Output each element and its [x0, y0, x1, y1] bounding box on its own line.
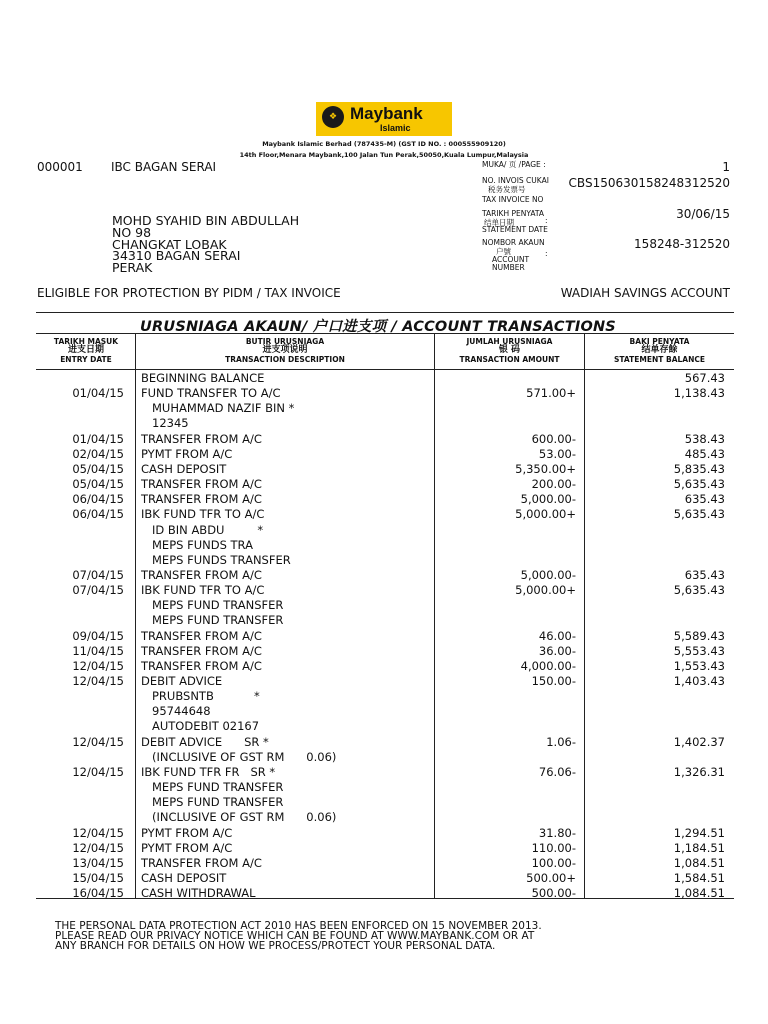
statement-balance: 538.43: [684, 431, 725, 446]
table-row: [0, 795, 768, 810]
statement-balance: 5,635.43: [673, 477, 725, 492]
transaction-description: MEPS FUND TRANSFER: [152, 795, 284, 810]
statement-balance: 635.43: [684, 492, 725, 507]
transaction-description: IBK FUND TFR FR SR *: [141, 764, 276, 779]
page-label: MUKA/ 页 /PAGE :: [482, 160, 546, 169]
account-label-en: ACCOUNT: [492, 255, 530, 264]
transaction-amount: 53.00-: [538, 446, 576, 461]
header-balance: BAKI PENYATA 结单存餘 STATEMENT BALANCE: [614, 337, 705, 364]
transaction-description: 12345: [152, 416, 189, 431]
transaction-amount: 500.00+: [526, 870, 576, 885]
transaction-amount: 100.00-: [531, 855, 576, 870]
statement-balance: 1,294.51: [673, 825, 725, 840]
transaction-description: TRANSFER FROM A/C: [141, 855, 262, 870]
table-row: [0, 568, 768, 583]
statement-balance: 485.43: [684, 446, 725, 461]
entry-date: 12/04/15: [72, 825, 124, 840]
pidm-notice: ELIGIBLE FOR PROTECTION BY PIDM / TAX INVOICE: [37, 286, 341, 300]
table-row: [0, 704, 768, 719]
transaction-amount: 46.00-: [538, 628, 576, 643]
transaction-amount: 500.00-: [531, 886, 576, 901]
statement-date-label: TARIKH PENYATA: [482, 209, 545, 218]
transaction-description: PYMT FROM A/C: [141, 446, 233, 461]
transaction-description: DEBIT ADVICE SR *: [141, 734, 269, 749]
transaction-description: CASH DEPOSIT: [141, 870, 227, 885]
transaction-description: (INCLUSIVE OF GST RM 0.06): [152, 810, 337, 825]
branch-code: 000001: [37, 160, 83, 174]
transaction-description: PYMT FROM A/C: [141, 840, 233, 855]
statement-balance: 635.43: [684, 567, 725, 582]
transaction-description: DEBIT ADVICE: [141, 674, 223, 688]
logo-text: Maybank: [350, 104, 423, 123]
statement-balance: 5,835.43: [673, 461, 725, 476]
privacy-line-2: PLEASE READ OUR PRIVACY NOTICE WHICH CAN BE FOUND AT WWW.MAYBANK.COM OR AT: [55, 930, 535, 942]
invoice-label: NO. INVOIS CUKAI: [482, 176, 549, 185]
table-row: [0, 492, 768, 507]
table-row: [0, 416, 768, 431]
table-row: [0, 538, 768, 553]
table-row: [0, 371, 768, 386]
entry-date: 01/04/15: [72, 431, 124, 446]
entry-date: 07/04/15: [72, 583, 124, 598]
entry-date: 11/04/15: [72, 643, 124, 658]
statement-date-value: 30/06/15: [676, 207, 730, 221]
transaction-description: TRANSFER FROM A/C: [141, 643, 262, 658]
statement-balance: 5,589.43: [673, 628, 725, 643]
transaction-description: CASH DEPOSIT: [141, 461, 227, 476]
branch-name: IBC BAGAN SERAI: [111, 160, 217, 174]
transaction-description: TRANSFER FROM A/C: [141, 658, 262, 673]
customer-address-4: PERAK: [112, 260, 153, 275]
company-address: 14th Floor,Menara Maybank,100 Jalan Tun Perak,50050,Kuala Lumpur,Malaysia: [239, 151, 529, 159]
customer-name: MOHD SYAHID BIN ABDULLAH: [112, 213, 300, 228]
transaction-amount: 5,350.00+: [515, 461, 576, 476]
maybank-logo: [316, 102, 452, 136]
logo-subtext: Islamic: [380, 123, 411, 133]
table-row: [0, 401, 768, 416]
statement-balance: 1,084.51: [673, 886, 725, 901]
transaction-description: IBK FUND TFR TO A/C: [141, 583, 265, 598]
transaction-amount: 600.00-: [531, 431, 576, 446]
entry-date: 12/04/15: [72, 658, 124, 673]
entry-date: 12/04/15: [72, 764, 124, 779]
table-row: [0, 432, 768, 447]
transaction-amount: 110.00-: [531, 840, 576, 855]
transaction-description: MEPS FUNDS TRANSFER: [152, 552, 291, 567]
date-colon: :: [545, 216, 548, 225]
transaction-description: TRANSFER FROM A/C: [141, 567, 262, 582]
table-row: [0, 765, 768, 780]
transaction-description: TRANSFER FROM A/C: [141, 628, 262, 643]
statement-balance: 5,635.43: [673, 583, 725, 598]
statement-balance: 1,184.51: [673, 840, 725, 855]
table-row: [0, 719, 768, 734]
transaction-description: BEGINNING BALANCE: [141, 371, 265, 385]
transaction-amount: 5,000.00+: [515, 583, 576, 598]
statement-balance: 5,553.43: [673, 643, 725, 658]
transaction-description: FUND TRANSFER TO A/C: [141, 386, 281, 401]
table-top-rule: [36, 312, 734, 313]
account-colon: :: [545, 249, 548, 258]
table-row: [0, 583, 768, 598]
account-type: WADIAH SAVINGS ACCOUNT: [560, 286, 730, 300]
transaction-amount: 150.00-: [531, 674, 576, 688]
transaction-description: CASH WITHDRAWAL: [141, 886, 256, 901]
table-row: [0, 674, 768, 689]
transaction-description: 95744648: [152, 704, 211, 719]
transaction-amount: 36.00-: [538, 643, 576, 658]
statement-balance: 1,403.43: [673, 674, 725, 688]
statement-balance: 1,138.43: [673, 386, 725, 401]
transaction-description: MEPS FUND TRANSFER: [152, 613, 284, 628]
entry-date: 13/04/15: [72, 855, 124, 870]
header-entry-date: TARIKH MASUK 进支日期 ENTRY DATE: [53, 337, 119, 364]
table-title-rule: [36, 333, 734, 334]
entry-date: 12/04/15: [72, 734, 124, 749]
table-row: [0, 613, 768, 628]
entry-date: 06/04/15: [72, 492, 124, 507]
table-row: [0, 810, 768, 825]
transaction-description: TRANSFER FROM A/C: [141, 492, 262, 507]
transaction-description: (INCLUSIVE OF GST RM 0.06): [152, 749, 337, 764]
entry-date: 01/04/15: [72, 386, 124, 401]
table-row: [0, 447, 768, 462]
transaction-description: TRANSFER FROM A/C: [141, 477, 262, 492]
transaction-amount: 5,000.00+: [515, 507, 576, 522]
transaction-amount: 76.06-: [538, 764, 576, 779]
account-label-cn: 户號: [496, 247, 511, 256]
page-value: 1: [722, 160, 730, 174]
invoice-value: CBS150630158248312520: [568, 176, 730, 190]
entry-date: 07/04/15: [72, 567, 124, 582]
transaction-description: TRANSFER FROM A/C: [141, 431, 262, 446]
invoice-label-en: TAX INVOICE NO: [482, 195, 544, 204]
statement-balance: 1,084.51: [673, 855, 725, 870]
entry-date: 09/04/15: [72, 628, 124, 643]
entry-date: 05/04/15: [72, 461, 124, 476]
account-number-value: 158248-312520: [634, 237, 730, 251]
transaction-description: MUHAMMAD NAZIF BIN *: [152, 401, 295, 416]
header-description: BUTIR URUSNIAGA 进支项说明 TRANSACTION DESCRIPTION: [225, 337, 345, 364]
table-row: [0, 689, 768, 704]
statement-date-label-cn: 结单日期: [484, 218, 514, 227]
table-row: [0, 871, 768, 886]
table-row: [0, 841, 768, 856]
statement-date-label-en: STATEMENT DATE: [482, 225, 548, 234]
transaction-description: MEPS FUNDS TRA: [152, 537, 253, 552]
statement-balance: 1,326.31: [673, 764, 725, 779]
tiger-emblem-icon: ❖: [322, 106, 344, 128]
transaction-description: MEPS FUND TRANSFER: [152, 598, 284, 613]
transaction-amount: 5,000.00-: [520, 492, 576, 507]
table-row: [0, 523, 768, 538]
statement-balance: 1,553.43: [673, 658, 725, 673]
transaction-amount: 1.06-: [546, 734, 576, 749]
header-amount: JUMLAH URUSNIAGA 银 码 TRANSACTION AMOUNT: [459, 337, 560, 364]
entry-date: 06/04/15: [72, 507, 124, 522]
table-row: [0, 735, 768, 750]
entry-date: 02/04/15: [72, 446, 124, 461]
table-row: [0, 659, 768, 674]
statement-balance: 567.43: [684, 371, 725, 385]
transaction-amount: 31.80-: [538, 825, 576, 840]
transaction-amount: 5,000.00-: [520, 567, 576, 582]
transaction-description: MEPS FUND TRANSFER: [152, 780, 284, 795]
table-row: [0, 780, 768, 795]
transaction-description: ID BIN ABDU *: [152, 522, 264, 537]
customer-address-3: 34310 BAGAN SERAI: [112, 248, 241, 263]
table-row: [0, 462, 768, 477]
account-label-en2: NUMBER: [492, 263, 525, 272]
table-row: [0, 750, 768, 765]
transaction-description: PRUBSNTB *: [152, 689, 260, 704]
table-row: [0, 553, 768, 568]
table-row: [0, 886, 768, 901]
statement-balance: 1,584.51: [673, 870, 725, 885]
entry-date: 05/04/15: [72, 477, 124, 492]
entry-date: 12/04/15: [72, 840, 124, 855]
table-title: URUSNIAGA AKAUN/ 户口进支项 / ACCOUNT TRANSACTIONS: [140, 319, 616, 335]
statement-balance: 5,635.43: [673, 507, 725, 522]
privacy-line-1: THE PERSONAL DATA PROTECTION ACT 2010 HAS BEEN ENFORCED ON 15 NOVEMBER 2013.: [55, 920, 542, 932]
transaction-description: AUTODEBIT 02167: [152, 719, 260, 734]
transaction-amount: 571.00+: [526, 386, 576, 401]
table-row: [0, 507, 768, 522]
entry-date: 16/04/15: [72, 886, 124, 901]
invoice-label-cn: 税务发票号: [488, 185, 526, 194]
table-row: [0, 644, 768, 659]
table-row: [0, 386, 768, 401]
transaction-amount: 200.00-: [531, 477, 576, 492]
entry-date: 15/04/15: [72, 870, 124, 885]
table-row: [0, 598, 768, 613]
transaction-description: PYMT FROM A/C: [141, 825, 233, 840]
table-header-rule: [36, 369, 734, 370]
transaction-description: IBK FUND TFR TO A/C: [141, 507, 265, 522]
entry-date: 12/04/15: [72, 674, 124, 688]
customer-address-1: NO 98: [112, 225, 152, 240]
account-label: NOMBOR AKAUN: [482, 238, 545, 247]
privacy-line-3: ANY BRANCH FOR DETAILS ON HOW WE PROCESS/PROTECT YOUR PERSONAL DATA.: [55, 940, 496, 952]
transaction-amount: 4,000.00-: [520, 658, 576, 673]
customer-address-2: CHANGKAT LOBAK: [112, 237, 227, 252]
company-line: Maybank Islamic Berhad (787435-M) (GST ID NO. : 000555909120): [262, 140, 506, 148]
table-row: [0, 826, 768, 841]
privacy-notice: [55, 921, 542, 951]
statement-balance: 1,402.37: [673, 734, 725, 749]
table-row: [0, 856, 768, 871]
table-row: [0, 477, 768, 492]
table-row: [0, 629, 768, 644]
